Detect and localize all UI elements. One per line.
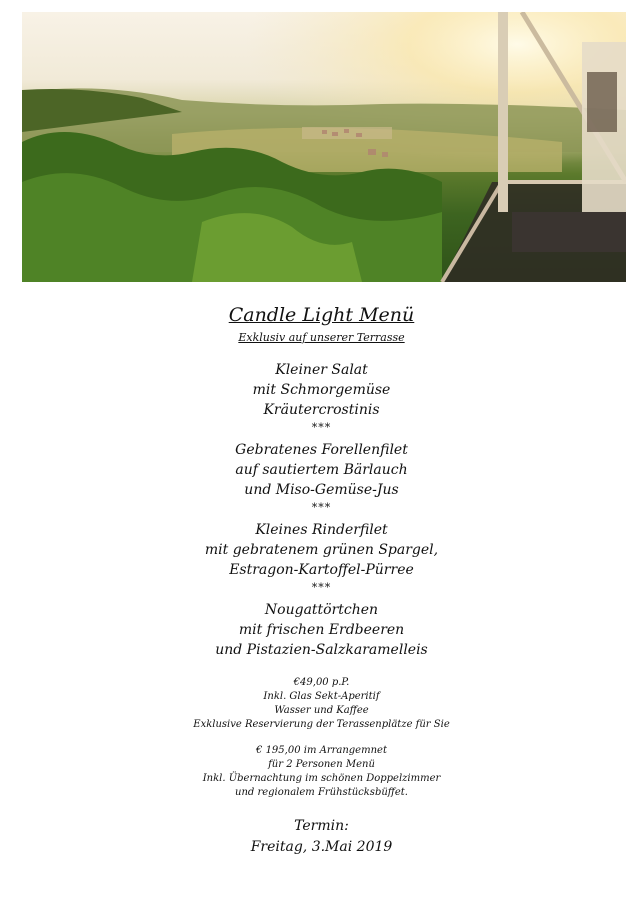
course-line: Kleiner Salat (275, 362, 368, 378)
course-line: mit Schmorgemüse (252, 382, 391, 398)
price-detail: Inkl. Übernachtung im schönen Doppelzimmer (202, 773, 441, 784)
course-line: mit gebratenem grünen Spargel, (204, 542, 439, 558)
menu-subtitle: Exklusiv auf unserer Terrasse (238, 331, 405, 344)
course-separator: *** (311, 501, 332, 514)
menu-title: Candle Light Menü (228, 304, 415, 326)
course-line: Estragon-Kartoffel-Pürree (229, 562, 414, 578)
course-line: auf sautiertem Bärlauch (235, 462, 408, 478)
course-2 (0, 440, 643, 500)
price-block-menu (0, 676, 643, 732)
price-detail: und regionalem Frühstücksbüffet. (235, 787, 408, 798)
course-4 (0, 600, 643, 660)
course-line: Kräutercrostinis (263, 402, 380, 418)
course-line: Gebratenes Forellenfilet (235, 442, 408, 458)
course-line: Nougattörtchen (264, 602, 379, 618)
price-detail: Exklusive Reservierung der Terassenplätze für Sie (193, 719, 450, 730)
course-line: mit frischen Erdbeeren (238, 622, 405, 638)
course-line: und Miso-Gemüse-Jus (244, 482, 399, 498)
termin-label: Termin: (294, 818, 349, 834)
landscape-photo (22, 12, 626, 282)
price-detail: für 2 Personen Menü (268, 759, 375, 770)
price-detail: Wasser und Kaffee (274, 705, 369, 716)
course-3 (0, 520, 643, 580)
menu-price: €49,00 p.P. (293, 677, 350, 688)
course-line: Kleines Rinderfilet (255, 522, 388, 538)
course-line: und Pistazien-Salzkaramelleis (215, 642, 428, 658)
arrangement-price: € 195,00 im Arrangemnet (256, 745, 387, 756)
course-separator: *** (311, 421, 332, 434)
menu-content (0, 300, 643, 858)
course-separator: *** (311, 581, 332, 594)
termin-date: Freitag, 3.Mai 2019 (250, 839, 393, 855)
course-1 (0, 360, 643, 420)
landscape-illustration (22, 12, 626, 282)
price-block-arrangement (0, 744, 643, 800)
price-detail: Inkl. Glas Sekt-Aperitif (263, 691, 380, 702)
